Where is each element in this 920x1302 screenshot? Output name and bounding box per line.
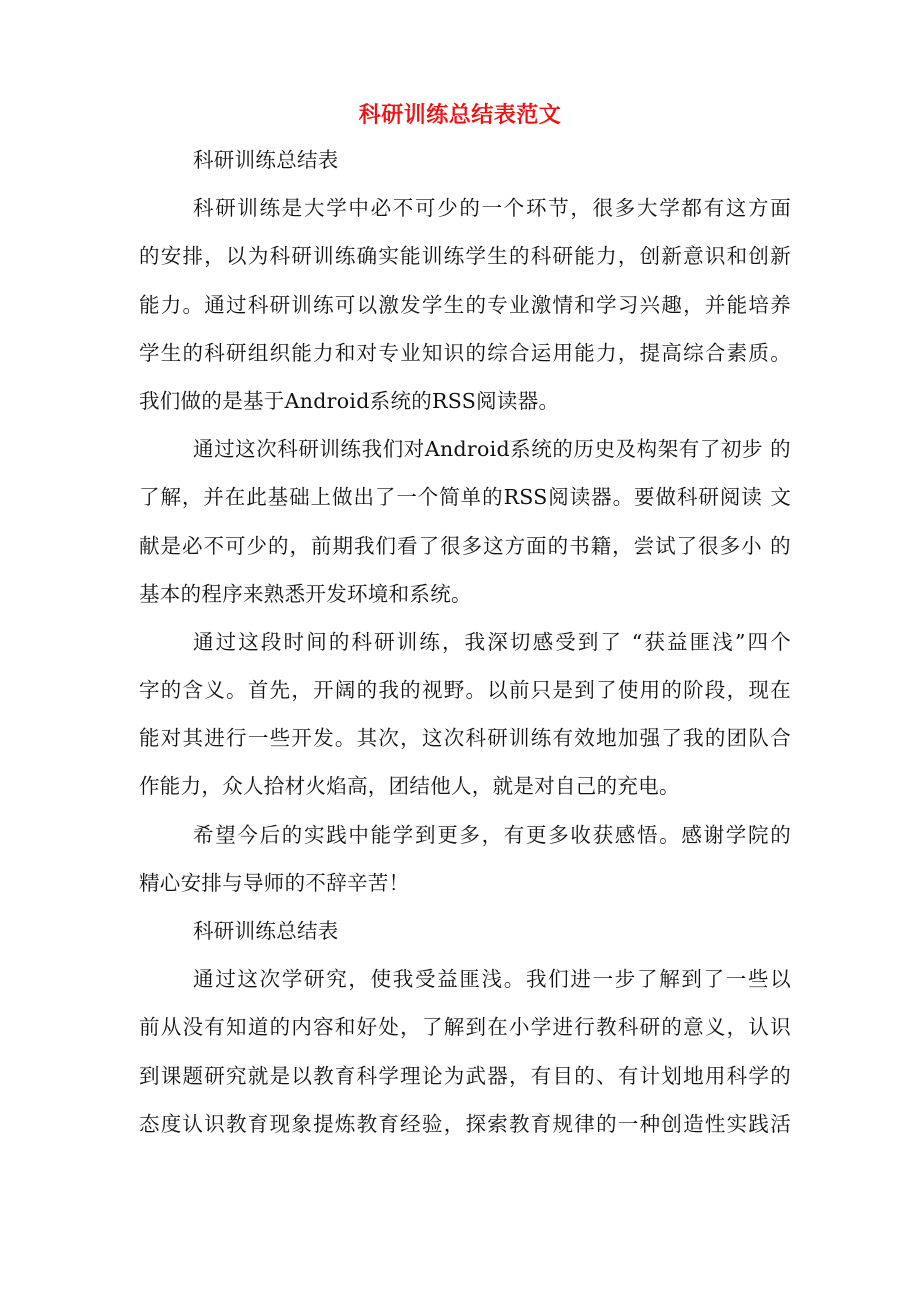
text-line: 科研训练是大学中必不可少的一个环节，很多大学都有这方面 [193,196,791,221]
document-title: 科研训练总结表范文 [358,103,562,128]
text-line: 字的含义。首先，开阔的我的视野。以前只是到了使用的阶段，现在 [139,678,791,703]
text-line: 基本的程序来熟悉开发环境和系统。 [139,581,472,606]
text-line: 到课题研究就是以教育科学理论为武器，有目的、有计划地用科学的 [139,1063,791,1088]
text-line: 通过这段时间的科研训练，我深切感受到了 “获益匪浅”四个 [193,629,791,654]
text-line: 能对其进行一些开发。其次，这次科研训练有效地加强了我的团队合 [139,726,791,751]
text-line: 的安排，以为科研训练确实能训练学生的科研能力，创新意识和创新 [139,244,791,269]
text-line: 态度认识教育现象提炼教育经验，探索教育规律的一种创造性实践活 [139,1111,791,1136]
text-line: 希望今后的实践中能学到更多，有更多收获感悟。感谢学院的 [193,822,791,847]
text-line: 作能力，众人拾材火焰高，团结他人，就是对自己的充电。 [139,774,680,799]
text-line: 通过这次学研究，使我受益匪浅。我们进一步了解到了一些以 [193,967,791,992]
text-line: 能力。通过科研训练可以激发学生的专业激情和学习兴趣，并能培养 [139,292,791,317]
text-line: 学生的科研组织能力和对专业知识的综合运用能力，提高综合素质。 [139,340,791,365]
text-line: 前从没有知道的内容和好处，了解到在小学进行教科研的意义，认识 [139,1015,791,1040]
text-line: 通过这次科研训练我们对Android系统的历史及构架有了初步 的 [193,437,791,462]
text-line: 科研训练总结表 [193,148,339,172]
text-line: 我们做的是基于Android系统的RSS阅读器。 [139,388,560,413]
text-line: 献是必不可少的，前期我们看了很多这方面的书籍，尝试了很多小 的 [139,533,791,558]
text-line: 精心安排与导师的不辞辛苦！ [139,870,410,895]
text-line: 科研训练总结表 [193,919,339,943]
text-line: 了解，并在此基础上做出了一个简单的RSS阅读器。要做科研阅读 文 [139,485,791,510]
document-body [139,144,791,1156]
